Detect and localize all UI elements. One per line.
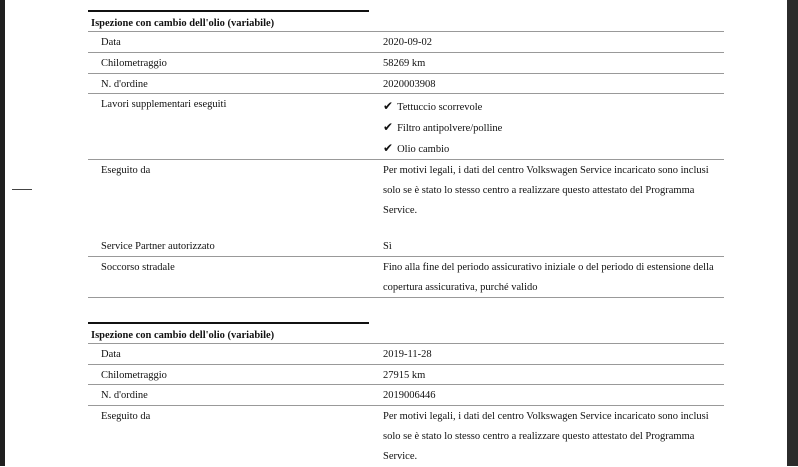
row-label: Chilometraggio: [101, 370, 167, 381]
row-value: 27915 km: [383, 370, 426, 381]
row-label: Data: [101, 37, 121, 48]
row-mileage: [88, 52, 724, 73]
row-label: Soccorso stradale: [101, 262, 175, 273]
row-value: 2019006446: [383, 390, 436, 401]
row-performed-by: [88, 405, 724, 465]
row-roadside-assistance: [88, 256, 724, 298]
row-value: Fino alla fine del periodo assicurativo iniziale o del periodo di estensione della copertura assicurativa, purché valido: [383, 262, 714, 293]
row-label: Eseguito da: [101, 411, 151, 422]
row-label: Data: [101, 349, 121, 360]
row-date: [88, 343, 724, 364]
work-item: ✔ Filtro antipolvere/polline: [383, 117, 723, 138]
row-label: Lavori supplementari eseguiti: [101, 99, 227, 110]
checkmark-icon: ✔: [383, 99, 394, 113]
right-edge-border: [787, 0, 798, 466]
row-label: N. d'ordine: [101, 79, 148, 90]
row-additional-work: [88, 93, 724, 159]
row-label: Service Partner autorizzato: [101, 241, 215, 252]
row-label: N. d'ordine: [101, 390, 148, 401]
row-service-partner: [88, 236, 724, 256]
row-value: 2020003908: [383, 79, 436, 90]
row-label: Chilometraggio: [101, 58, 167, 69]
row-order-number: [88, 73, 724, 93]
section-title: Ispezione con cambio dell'olio (variabile): [88, 10, 369, 31]
section-title: Ispezione con cambio dell'olio (variabile): [88, 322, 369, 343]
row-performed-by: [88, 159, 724, 236]
row-value: 2020-09-02: [383, 37, 432, 48]
row-order-number: [88, 384, 724, 405]
row-label: Eseguito da: [101, 165, 151, 176]
side-dash-mark: [12, 189, 32, 190]
work-item: ✔ Olio cambio: [383, 138, 723, 159]
left-edge-border: [0, 0, 5, 466]
work-item: ✔ Tettuccio scorrevole: [383, 96, 723, 117]
row-date: [88, 31, 724, 52]
work-list: [383, 96, 723, 159]
row-value: Per motivi legali, i dati del centro Volkswagen Service incaricato sono inclusi solo se è stato lo stesso centro a realizzare questo attestato del Programma Service.: [383, 411, 709, 462]
row-value: Sì: [383, 241, 392, 252]
checkmark-icon: ✔: [383, 120, 394, 134]
service-record-2020: [88, 10, 724, 298]
service-record-2019: [88, 322, 724, 465]
row-value: 2019-11-28: [383, 349, 432, 360]
checkmark-icon: ✔: [383, 141, 394, 155]
row-mileage: [88, 364, 724, 384]
row-value: 58269 km: [383, 58, 426, 69]
row-value: Per motivi legali, i dati del centro Volkswagen Service incaricato sono inclusi solo se è stato lo stesso centro a realizzare questo attestato del Programma Service.: [383, 165, 709, 216]
